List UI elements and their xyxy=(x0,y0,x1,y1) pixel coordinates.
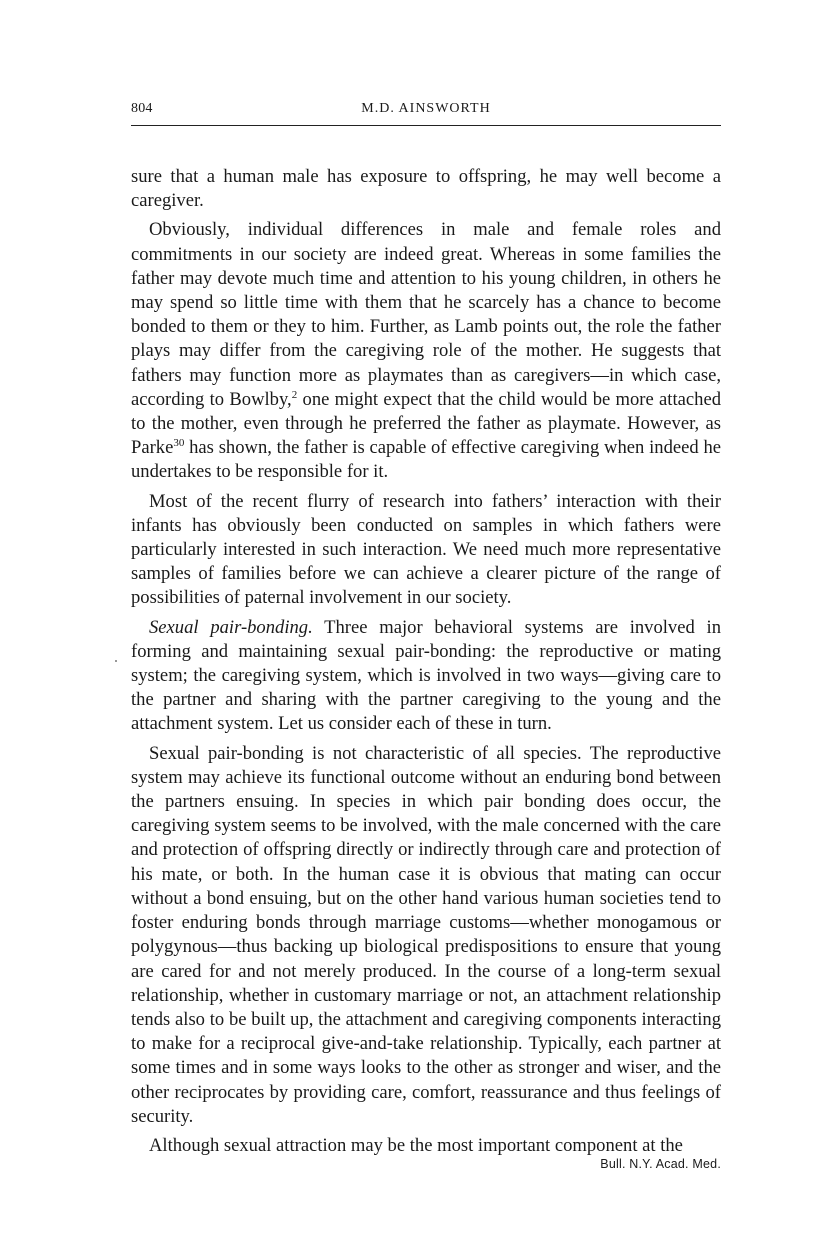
paragraph-text: has shown, the father is capable of effective caregiving when indeed he undertakes to be responsible for it. xyxy=(131,437,721,483)
reference-superscript: 30 xyxy=(173,437,185,450)
paragraph-text: Obviously, individual differences in male and female roles and commitments in our society are indeed great. Whereas in some families the father may devote much time and attention to his young children, in others he may spend so little time with them that he scarcely has a chance to become bonded to them or they to him. Further, as Lamb points out, the role the father plays may differ from the caregiving role of the mother. He suggests that fathers may function more as playmates than as caregivers—in which case, according to Bowlby, xyxy=(131,219,721,410)
paragraph-sexual-attraction: Although sexual attraction may be the most important component at the xyxy=(149,1134,683,1156)
paragraph-text: Three major behavioral systems are involved in forming and maintaining sexual pair-bonding: the reproductive or mating system; the caregiving system, which is involved in two ways—giving care to the partner and sharing with the partner caregiving to the young and the attachment system. Let us consider each of these in turn. xyxy=(131,616,721,735)
reference-superscript: 2 xyxy=(291,388,298,401)
body-text xyxy=(131,165,721,1163)
paragraph-text: one might expect that the child would be more attached to the mother, even through he preferred the father as playmate. However, as Parke xyxy=(131,388,721,459)
paragraph-pair-bonding-species: Sexual pair-bonding is not characteristic of all species. The reproductive system may achieve its functional outcome without an enduring bond between the partners ensuing. In species in which pair bonding does occur, the caregiving system seems to be involved, with the male concerned with the care and protection of offspring directly or indirectly through care and protection of his mate, or both. In the human case it is obvious that mating can occur without a bond ensuing, but on the other hand various human societies tend to foster enduring bonds through marriage customs—whether monogamous or polygynous—thus backing up biological predispositions to ensure that young are cared for and not merely produced. In the course of a long-term sexual relationship, whether in customary marriage or not, an attachment relationship tends also to be built up, the attachment and caregiving components interacting to make for a reciprocal give-and-take relationship. Typically, each partner at some times and in some ways looks to the other as stronger and wiser, and the other reciprocates by providing care, comfort, reassurance and thus feelings of security. xyxy=(131,742,721,1127)
margin-speck xyxy=(115,660,117,662)
page-header xyxy=(131,101,721,123)
paragraph-sexual-pair-bonding xyxy=(131,616,721,737)
section-run-in-heading: Sexual pair-bonding. xyxy=(149,616,313,638)
running-head: M.D. AINSWORTH xyxy=(361,101,491,116)
header-rule xyxy=(131,125,721,126)
page-number: 804 xyxy=(131,101,153,116)
paragraph-individual-differences xyxy=(131,218,721,484)
paragraph-recent-research: Most of the recent flurry of research into fathers’ interaction with their infants has obviously been conducted on samples in which fathers were particularly interested in such interaction. We need much more representative samples of families before we can achieve a clearer picture of the range of possibilities of paternal involvement in our society. xyxy=(131,490,721,609)
journal-footer: Bull. N.Y. Acad. Med. xyxy=(600,1157,721,1171)
paragraph-continuation: sure that a human male has exposure to offspring, he may well become a caregiver. xyxy=(131,166,721,212)
